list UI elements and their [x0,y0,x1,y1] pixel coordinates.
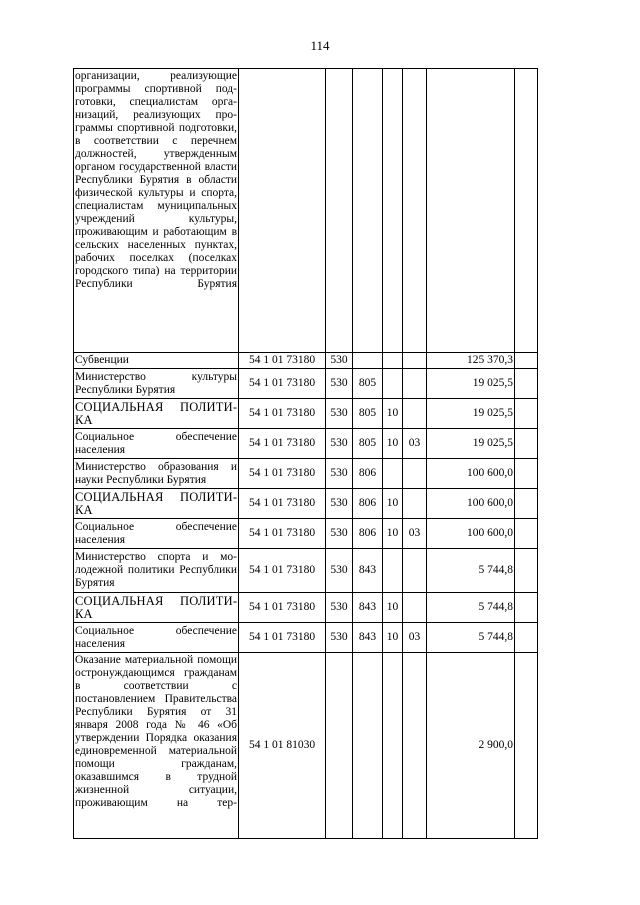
table-row [74,623,538,653]
row-name: Министерство спорта и молодежной политики Республики Бурятия [74,549,239,593]
row-sum: 19 025,5 [427,369,515,399]
row-grbs: 806 [353,489,383,519]
row-rz: 10 [383,429,403,459]
row-csr: 54 1 01 73180 [239,519,326,549]
row-rz: 10 [383,399,403,429]
row-rz [383,69,403,353]
row-name: Министерство культуры Республики Бурятия [74,369,239,399]
row-sum: 100 600,0 [427,459,515,489]
row-csr: 54 1 01 73180 [239,399,326,429]
row-vr: 530 [326,353,353,369]
row-sum: 19 025,5 [427,399,515,429]
row-grbs: 843 [353,549,383,593]
row-name: Оказание материальной помощи остронуждающимся гражданам в соответствии с постановлением Правительства Республики Бурятия от 31 января 2008 года № 46 «Об утверждении Порядка оказания единовременной материальной помощи гражданам, оказавшимся в трудной жизненной ситуации, проживающим на тер- [74,653,239,839]
row-grbs [353,353,383,369]
table-row [74,653,538,839]
row-extra [515,623,538,653]
row-pr [403,549,427,593]
row-pr [403,69,427,353]
row-csr: 54 1 01 73180 [239,593,326,623]
row-grbs: 805 [353,429,383,459]
row-sum [427,69,515,353]
row-name: СОЦИАЛЬНАЯ ПОЛИТИКА [75,593,237,621]
row-extra [515,489,538,519]
table-row [74,429,538,459]
row-vr: 530 [326,519,353,549]
row-extra [515,549,538,593]
table-row [74,369,538,399]
row-csr: 54 1 01 73180 [239,429,326,459]
table-row [74,459,538,489]
page-number: 114 [310,38,330,53]
row-vr: 530 [326,489,353,519]
row-sum: 2 900,0 [427,653,515,839]
row-extra [515,353,538,369]
table-row [74,593,538,623]
row-name: Субвенции [74,353,239,369]
row-extra [515,399,538,429]
row-sum: 125 370,3 [427,353,515,369]
row-vr: 530 [326,429,353,459]
row-vr: 530 [326,459,353,489]
row-extra [515,653,538,839]
row-rz [383,653,403,839]
row-vr [326,69,353,353]
row-rz [383,353,403,369]
row-csr: 54 1 01 73180 [239,489,326,519]
table-row [74,399,538,429]
row-rz [383,549,403,593]
row-extra [515,519,538,549]
row-vr: 530 [326,399,353,429]
row-pr [403,399,427,429]
row-name: СОЦИАЛЬНАЯ ПОЛИТИКА [75,399,237,427]
row-grbs: 843 [353,623,383,653]
row-pr [403,489,427,519]
row-sum: 5 744,8 [427,623,515,653]
row-pr [403,653,427,839]
row-sum: 100 600,0 [427,489,515,519]
row-extra [515,429,538,459]
row-grbs: 805 [353,369,383,399]
row-name: Социальное обеспечение населения [74,429,239,459]
row-csr: 54 1 01 73180 [239,549,326,593]
row-name: СОЦИАЛЬНАЯ ПОЛИТИКА [75,489,237,517]
row-grbs [353,653,383,839]
row-sum: 100 600,0 [427,519,515,549]
row-rz: 10 [383,623,403,653]
table-row [74,353,538,369]
row-pr [403,369,427,399]
row-pr: 03 [403,429,427,459]
row-vr: 530 [326,623,353,653]
row-extra [515,593,538,623]
row-rz: 10 [383,489,403,519]
row-pr [403,593,427,623]
row-name: Министерство образования и науки Республики Бурятия [74,459,239,489]
row-extra [515,459,538,489]
row-sum: 19 025,5 [427,429,515,459]
row-csr: 54 1 01 81030 [239,653,326,839]
row-grbs: 806 [353,519,383,549]
table-row [74,549,538,593]
row-csr: 54 1 01 73180 [239,369,326,399]
row-csr [239,69,326,353]
row-grbs: 843 [353,593,383,623]
row-pr: 03 [403,519,427,549]
row-vr: 530 [326,549,353,593]
row-vr: 530 [326,593,353,623]
table-row [74,489,538,519]
row-rz [383,369,403,399]
row-sum: 5 744,8 [427,549,515,593]
row-rz: 10 [383,593,403,623]
row-name: Социальное обеспечение населения [74,519,239,549]
row-vr [326,653,353,839]
row-grbs: 805 [353,399,383,429]
budget-table [73,68,538,839]
table-row [74,519,538,549]
table-row [74,69,538,353]
row-pr: 03 [403,623,427,653]
row-csr: 54 1 01 73180 [239,353,326,369]
row-csr: 54 1 01 73180 [239,459,326,489]
row-pr [403,353,427,369]
row-extra [515,69,538,353]
row-rz: 10 [383,519,403,549]
row-rz [383,459,403,489]
row-vr: 530 [326,369,353,399]
row-name: Социальное обеспечение населения [74,623,239,653]
row-grbs: 806 [353,459,383,489]
row-pr [403,459,427,489]
row-extra [515,369,538,399]
row-name: организации, реализующие программы спортивной подготовки, специалистам организаций, реализующих программы спортивной подготовки, в соответствии с перечнем должностей, утвержденным органом государственной власти Республики Бурятия в области физической культуры и спорта, специалистам муниципальных учреждений культуры, проживающим и работающим в сельских населенных пунктах, рабочих поселках (поселках городского типа) на территории Республики Бурятия [74,69,239,353]
row-grbs [353,69,383,353]
row-csr: 54 1 01 73180 [239,623,326,653]
row-sum: 5 744,8 [427,593,515,623]
